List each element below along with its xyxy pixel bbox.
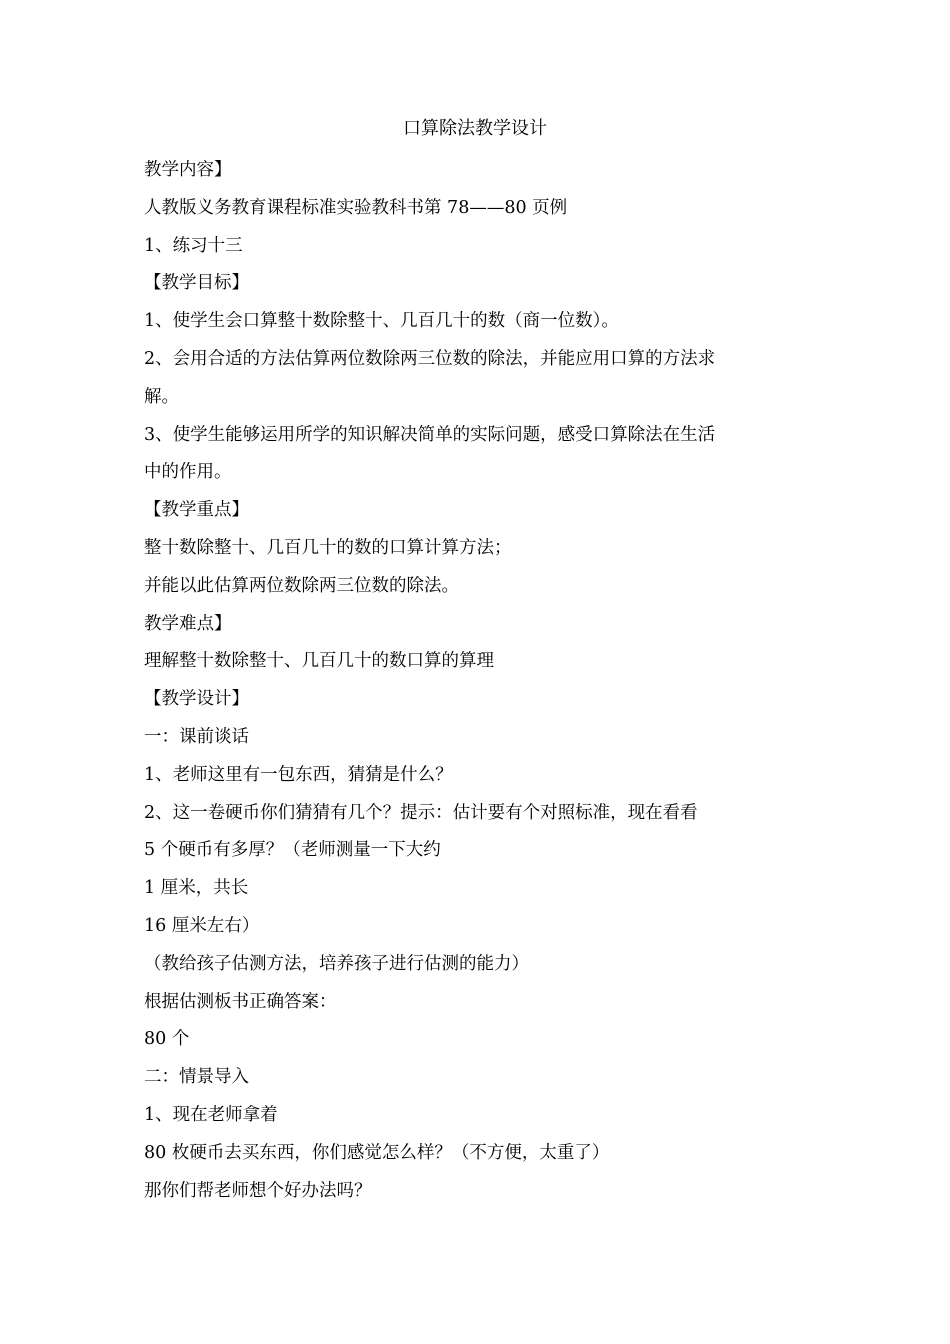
paragraph-line: 那你们帮老师想个好办法吗？ bbox=[144, 1180, 372, 1201]
section-heading-difficulties: 教学难点】 bbox=[144, 613, 232, 634]
paragraph-line: 解。 bbox=[144, 386, 179, 407]
paragraph-line: 中的作用。 bbox=[144, 462, 232, 483]
subsection-heading: 二：情景导入 bbox=[144, 1067, 249, 1088]
paragraph-line: 并能以此估算两位数除两三位数的除法。 bbox=[144, 575, 459, 596]
paragraph-line: 80 个 bbox=[144, 1029, 190, 1050]
paragraph-line: 根据估测板书正确答案： bbox=[144, 991, 337, 1012]
document-title: 口算除法教学设计 bbox=[403, 118, 547, 139]
paragraph-line: 1、练习十三 bbox=[144, 235, 243, 256]
paragraph-line: 理解整十数除整十、几百几十的数口算的算理 bbox=[144, 651, 494, 672]
section-heading-objectives: 【教学目标】 bbox=[144, 273, 249, 294]
paragraph-line: 1 厘米，共长 bbox=[144, 878, 249, 899]
paragraph-line: 80 枚硬币去买东西，你们感觉怎么样？（不方便，太重了） bbox=[144, 1142, 610, 1163]
paragraph-line: 2、这一卷硬币你们猜猜有几个？提示：估计要有个对照标准，现在看看 bbox=[144, 802, 698, 823]
paragraph-line: 1、老师这里有一包东西，猜猜是什么？ bbox=[144, 764, 453, 785]
paragraph-line: 5 个硬币有多厚？（老师测量一下大约 bbox=[144, 840, 441, 861]
paragraph-line: 1、现在老师拿着 bbox=[144, 1104, 278, 1125]
section-heading-content: 教学内容】 bbox=[144, 160, 232, 180]
paragraph-line: 16 厘米左右） bbox=[144, 915, 260, 936]
paragraph-line: 人教版义务教育课程标准实验教科书第 78——80 页例 bbox=[144, 197, 568, 218]
paragraph-line: 2、会用合适的方法估算两位数除两三位数的除法，并能应用口算的方法求 bbox=[144, 348, 716, 369]
paragraph-line: 整十数除整十、几百几十的数的口算计算方法； bbox=[144, 537, 512, 558]
section-heading-design: 【教学设计】 bbox=[144, 689, 249, 710]
paragraph-line: 3、使学生能够运用所学的知识解决简单的实际问题，感受口算除法在生活 bbox=[144, 424, 716, 445]
section-heading-key-points: 【教学重点】 bbox=[144, 500, 249, 521]
paragraph-line: （教给孩子估测方法，培养孩子进行估测的能力） bbox=[144, 953, 529, 974]
paragraph-line: 1、使学生会口算整十数除整十、几百几十的数（商一位数）。 bbox=[144, 311, 619, 332]
document-body bbox=[144, 152, 784, 1210]
subsection-heading: 一：课前谈话 bbox=[144, 726, 249, 747]
